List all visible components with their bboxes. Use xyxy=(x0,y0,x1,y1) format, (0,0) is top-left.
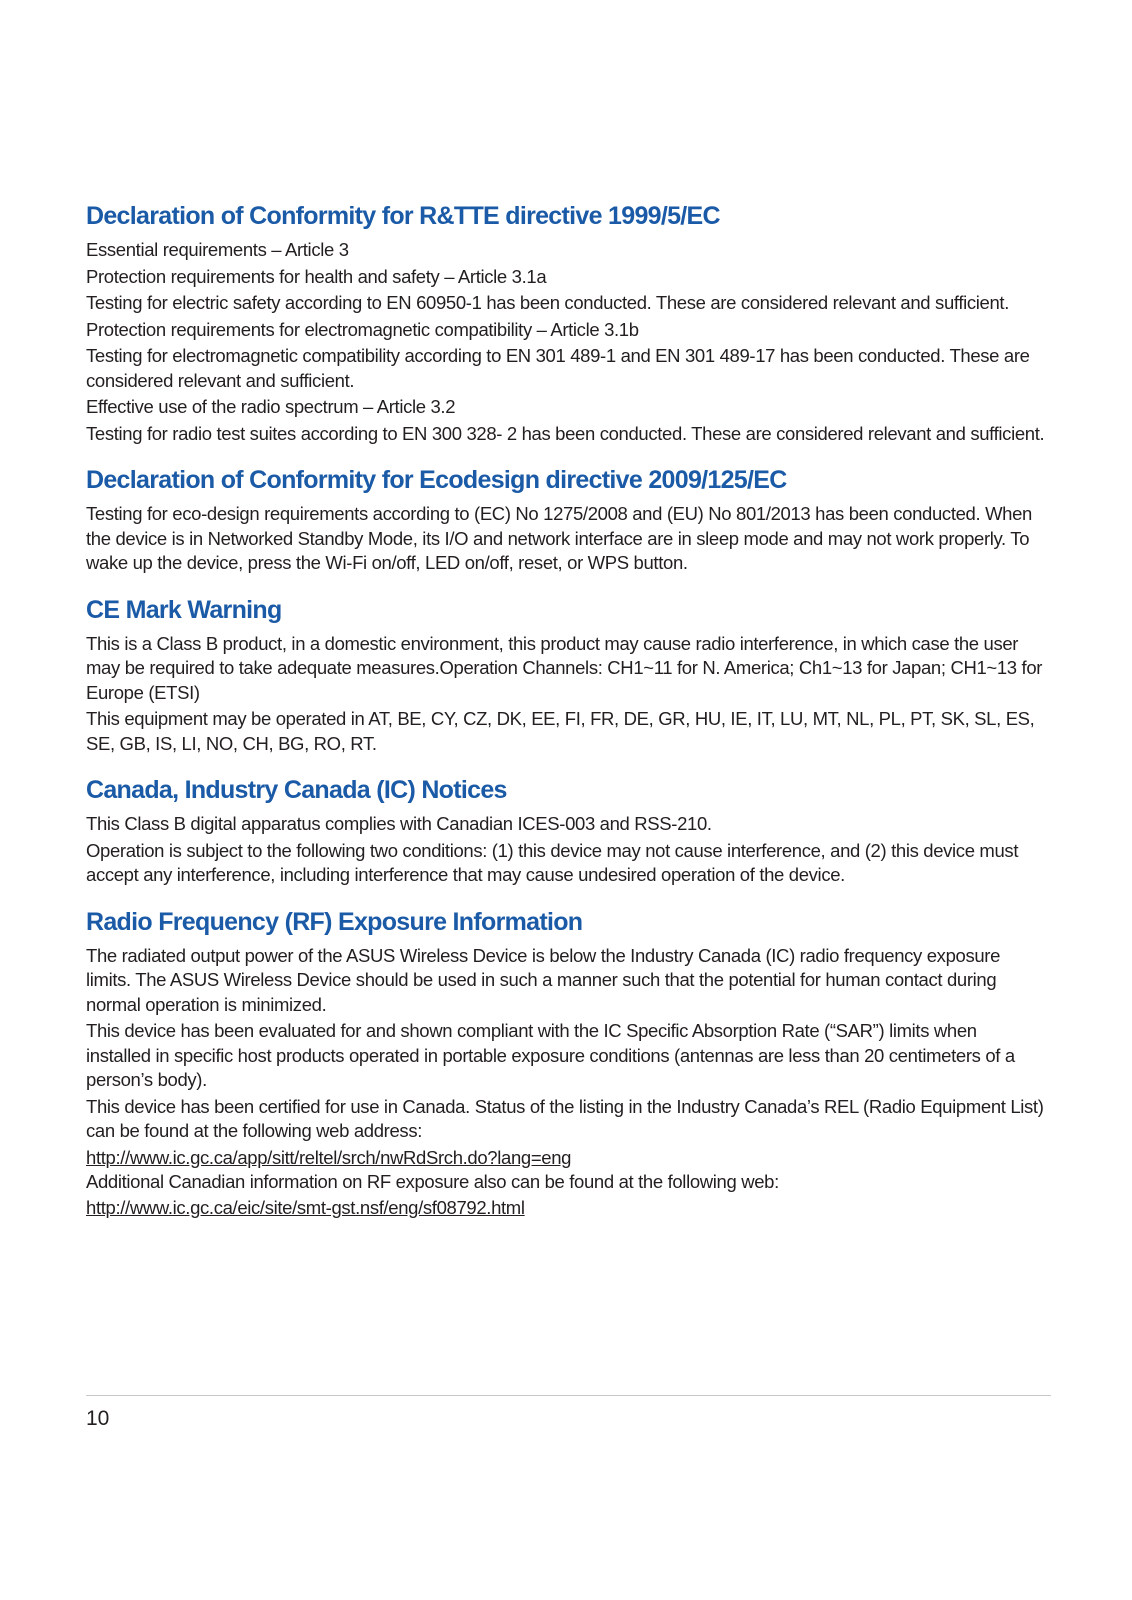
rf-exposure-info-link[interactable]: http://www.ic.gc.ca/eic/site/smt-gst.nsf/eng/sf08792.html xyxy=(86,1197,525,1218)
paragraph: Operation is subject to the following two conditions: (1) this device may not cause interference, and (2) this device must accept any interference, including interference that may cause undesired operation of the device. xyxy=(86,839,1019,885)
rel-list-link[interactable]: http://www.ic.gc.ca/app/sitt/reltel/srch/nwRdSrch.do?lang=eng xyxy=(86,1146,572,1168)
section-heading: CE Mark Warning xyxy=(86,595,282,624)
section-heading: Declaration of Conformity for Ecodesign directive 2009/125/EC xyxy=(86,466,787,494)
section-ce-mark xyxy=(86,594,1046,757)
document-page xyxy=(86,200,1046,1238)
section-heading: Canada, Industry Canada (IC) Notices xyxy=(86,776,507,804)
paragraph: Testing for electromagnetic compatibility according to EN 301 489-1 and EN 301 489-17 has been conducted. These are considered relevant and sufficient. xyxy=(86,345,1030,391)
section-heading: Radio Frequency (RF) Exposure Information xyxy=(86,907,583,936)
section-rf-exposure xyxy=(86,906,1046,1221)
paragraph: This equipment may be operated in AT, BE, CY, CZ, DK, EE, FI, FR, DE, GR, HU, IE, IT, LU, MT, NL, PL, PT, SK, SL, ES, SE, GB, IS, LI, NO, CH, BG, RO, RT. xyxy=(86,708,1035,754)
paragraph: Effective use of the radio spectrum – Article 3.2 xyxy=(86,396,456,417)
footer-divider xyxy=(86,1395,1051,1396)
paragraph: The radiated output power of the ASUS Wireless Device is below the Industry Canada (IC) radio frequency exposure limits. The ASUS Wireless Device should be used in such a manner such that the potential for human contact during normal operation is minimized. xyxy=(86,944,1001,1015)
paragraph: Essential requirements – Article 3 xyxy=(86,239,349,260)
section-rtte xyxy=(86,200,1046,446)
paragraph: This Class B digital apparatus complies with Canadian ICES-003 and RSS-210. xyxy=(86,813,712,834)
paragraph: Testing for eco-design requirements according to (EC) No 1275/2008 and (EU) No 801/2013 has been conducted. When the device is in Networked Standby Mode, its I/O and network interface are in sleep mode and may not work properly. To wake up the device, press the Wi-Fi on/off, LED on/off, reset, or WPS button. xyxy=(86,503,1032,573)
paragraph: Testing for radio test suites according to EN 300 328- 2 has been conducted. These are considered relevant and sufficient. xyxy=(86,422,1045,444)
paragraph: This device has been evaluated for and shown compliant with the IC Specific Absorption Rate (“SAR”) limits when installed in specific host products operated in portable exposure conditions (antennas are less than 20 centimeters of a person’s body). xyxy=(86,1020,1015,1090)
page-number: 10 xyxy=(86,1407,110,1430)
paragraph: Testing for electric safety according to EN 60950-1 has been conducted. These are considered relevant and sufficient. xyxy=(86,292,1010,313)
paragraph: This device has been certified for use in Canada. Status of the listing in the Industry Canada’s REL (Radio Equipment List) can be found at the following web address: xyxy=(86,1095,1044,1141)
section-ic-notices xyxy=(86,774,1046,888)
section-ecodesign xyxy=(86,464,1046,576)
section-heading: Declaration of Conformity for R&TTE directive 1999/5/EC xyxy=(86,202,720,230)
paragraph: Additional Canadian information on RF exposure also can be found at the following web: xyxy=(86,1170,779,1192)
paragraph: Protection requirements for electromagnetic compatibility – Article 3.1b xyxy=(86,318,639,340)
paragraph: This is a Class B product, in a domestic environment, this product may cause radio interference, in which case the user may be required to take adequate measures.Operation Channels: CH1~11 for N. America; Ch1~13 for Japan; CH1~13 for Europe (ETSI) xyxy=(86,632,1043,703)
paragraph: Protection requirements for health and safety – Article 3.1a xyxy=(86,265,547,287)
